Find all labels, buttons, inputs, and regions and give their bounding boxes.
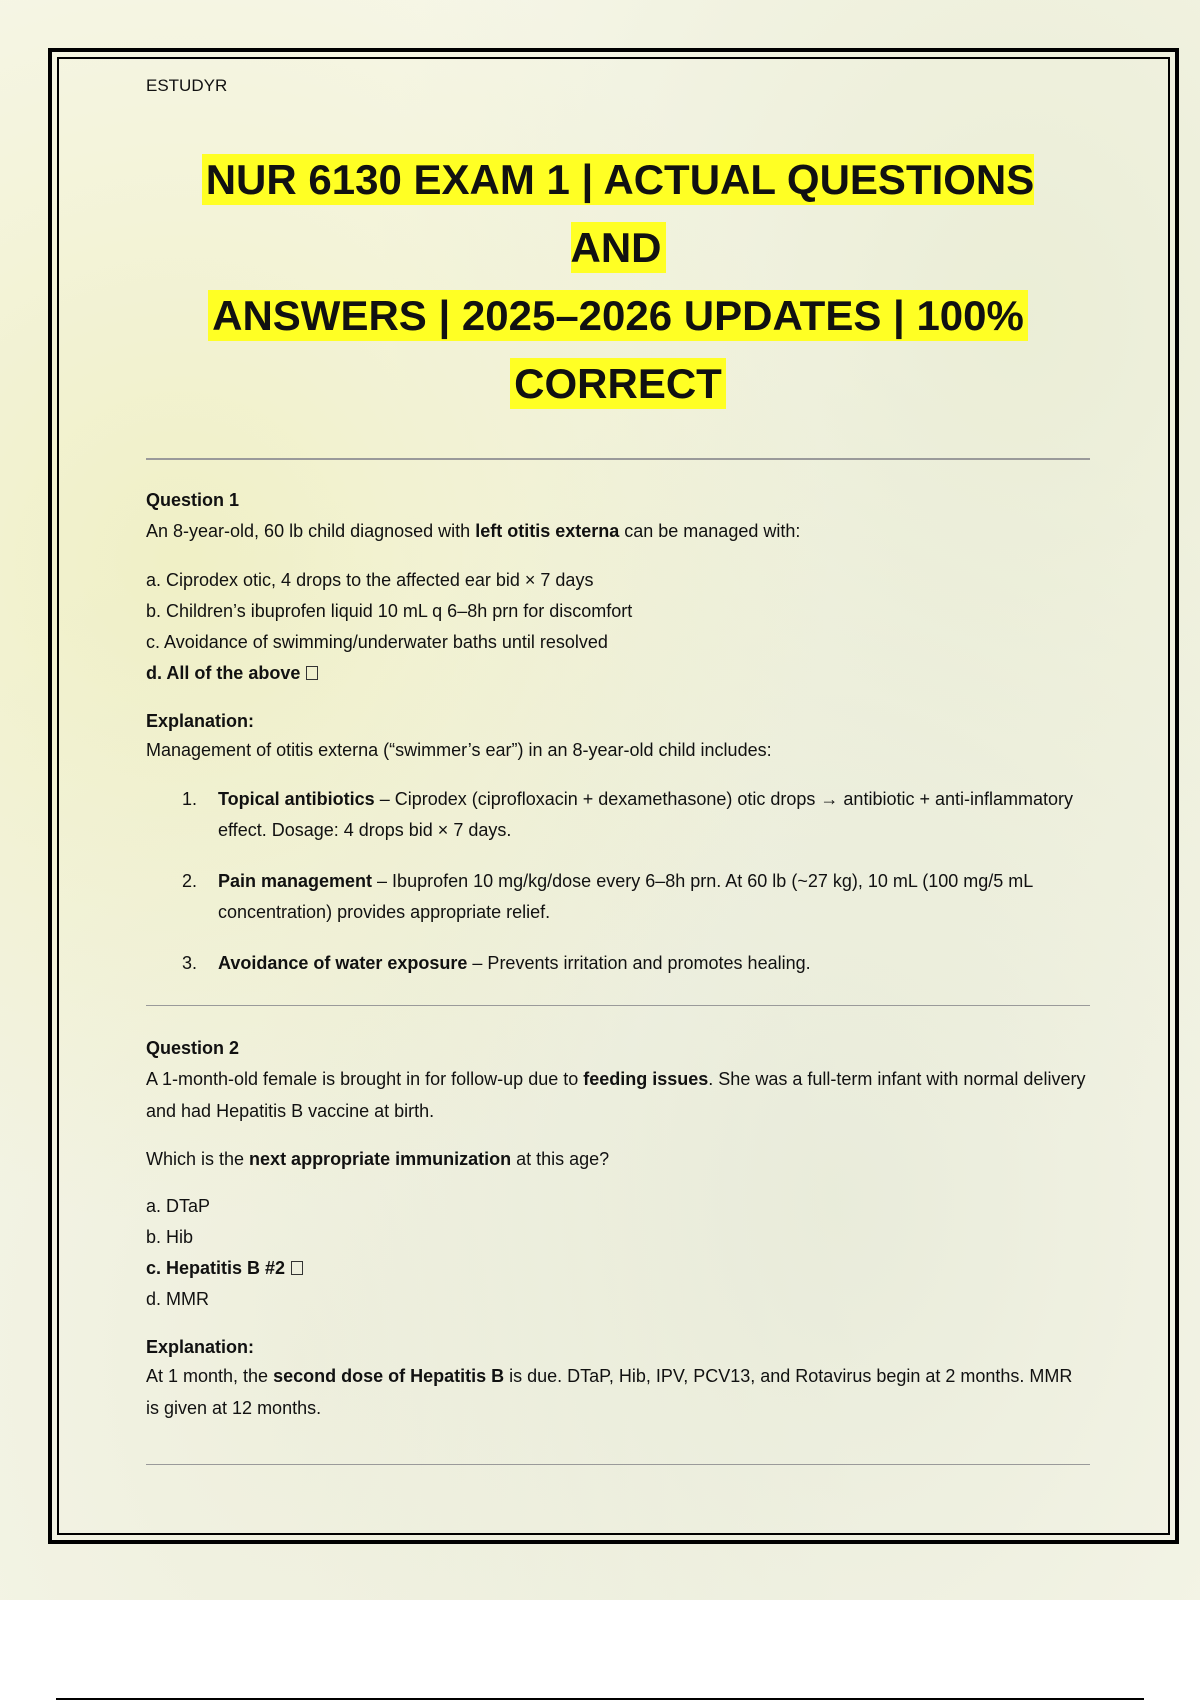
question-label: Question 1 — [146, 490, 240, 510]
question-1 — [146, 490, 1090, 979]
option-b: b. Hib — [146, 1227, 194, 1247]
option-c-correct: c. Hepatitis B #2 — [146, 1253, 1090, 1284]
answer-options — [146, 565, 1090, 689]
checkmark-icon — [291, 1261, 303, 1275]
question-text: An 8-year-old, 60 lb child diagnosed with left otitis externa can be managed with: — [146, 521, 801, 541]
option-a: a. Ciprodex otic, 4 drops to the affected ear bid × 7 days — [146, 570, 594, 590]
title-line-3: CORRECT — [510, 358, 726, 409]
divider — [146, 1464, 1090, 1465]
question-prompt: Which is the next appropriate immunization at this age? — [146, 1149, 610, 1169]
explanation-point-1: 1. Topical antibiotics – Ciprodex (ciprofloxacin + dexamethasone) otic drops → antibiotic + anti-inflammatory effect. Dosage: 4 drops bid × 7 days. — [182, 789, 1074, 840]
brand-label: ESTUDYR — [146, 76, 228, 95]
divider — [146, 458, 1090, 460]
explanation-point-3: 3. Avoidance of water exposure – Prevents irritation and promotes healing. — [182, 953, 811, 973]
divider — [146, 1005, 1090, 1006]
document-content — [146, 70, 1090, 1465]
checkmark-icon — [306, 666, 318, 680]
explanation-intro: Management of otitis externa (“swimmer’s ear”) in an 8-year-old child includes: — [146, 740, 772, 760]
option-d: d. MMR — [146, 1289, 209, 1309]
document-title — [146, 146, 1090, 418]
question-text: A 1-month-old female is brought in for follow-up due to feeding issues. She was a full-term infant with normal delivery and had Hepatitis B vaccine at birth. — [146, 1069, 1086, 1121]
answer-options — [146, 1191, 1090, 1315]
title-line-1: NUR 6130 EXAM 1 | ACTUAL QUESTIONS AND — [202, 154, 1035, 273]
title-line-2: ANSWERS | 2025–2026 UPDATES | 100% — [208, 290, 1028, 341]
explanation-text: At 1 month, the second dose of Hepatitis B is due. DTaP, Hib, IPV, PCV13, and Rotavirus begin at 2 months. MMR is given at 12 months. — [146, 1366, 1073, 1418]
option-d-correct: d. All of the above — [146, 658, 1090, 689]
option-a: a. DTaP — [146, 1196, 211, 1216]
question-2 — [146, 1038, 1090, 1424]
explanation-label: Explanation: — [146, 711, 255, 731]
question-label: Question 2 — [146, 1038, 240, 1058]
explanation-points — [146, 784, 1090, 979]
explanation-point-2: 2. Pain management – Ibuprofen 10 mg/kg/dose every 6–8h prn. At 60 lb (~27 kg), 10 mL (100 mg/5 mL concentration) provides appropriate relief. — [182, 871, 1033, 922]
explanation-label: Explanation: — [146, 1337, 255, 1357]
option-b: b. Children’s ibuprofen liquid 10 mL q 6–8h prn for discomfort — [146, 601, 633, 621]
option-c: c. Avoidance of swimming/underwater baths until resolved — [146, 632, 608, 652]
